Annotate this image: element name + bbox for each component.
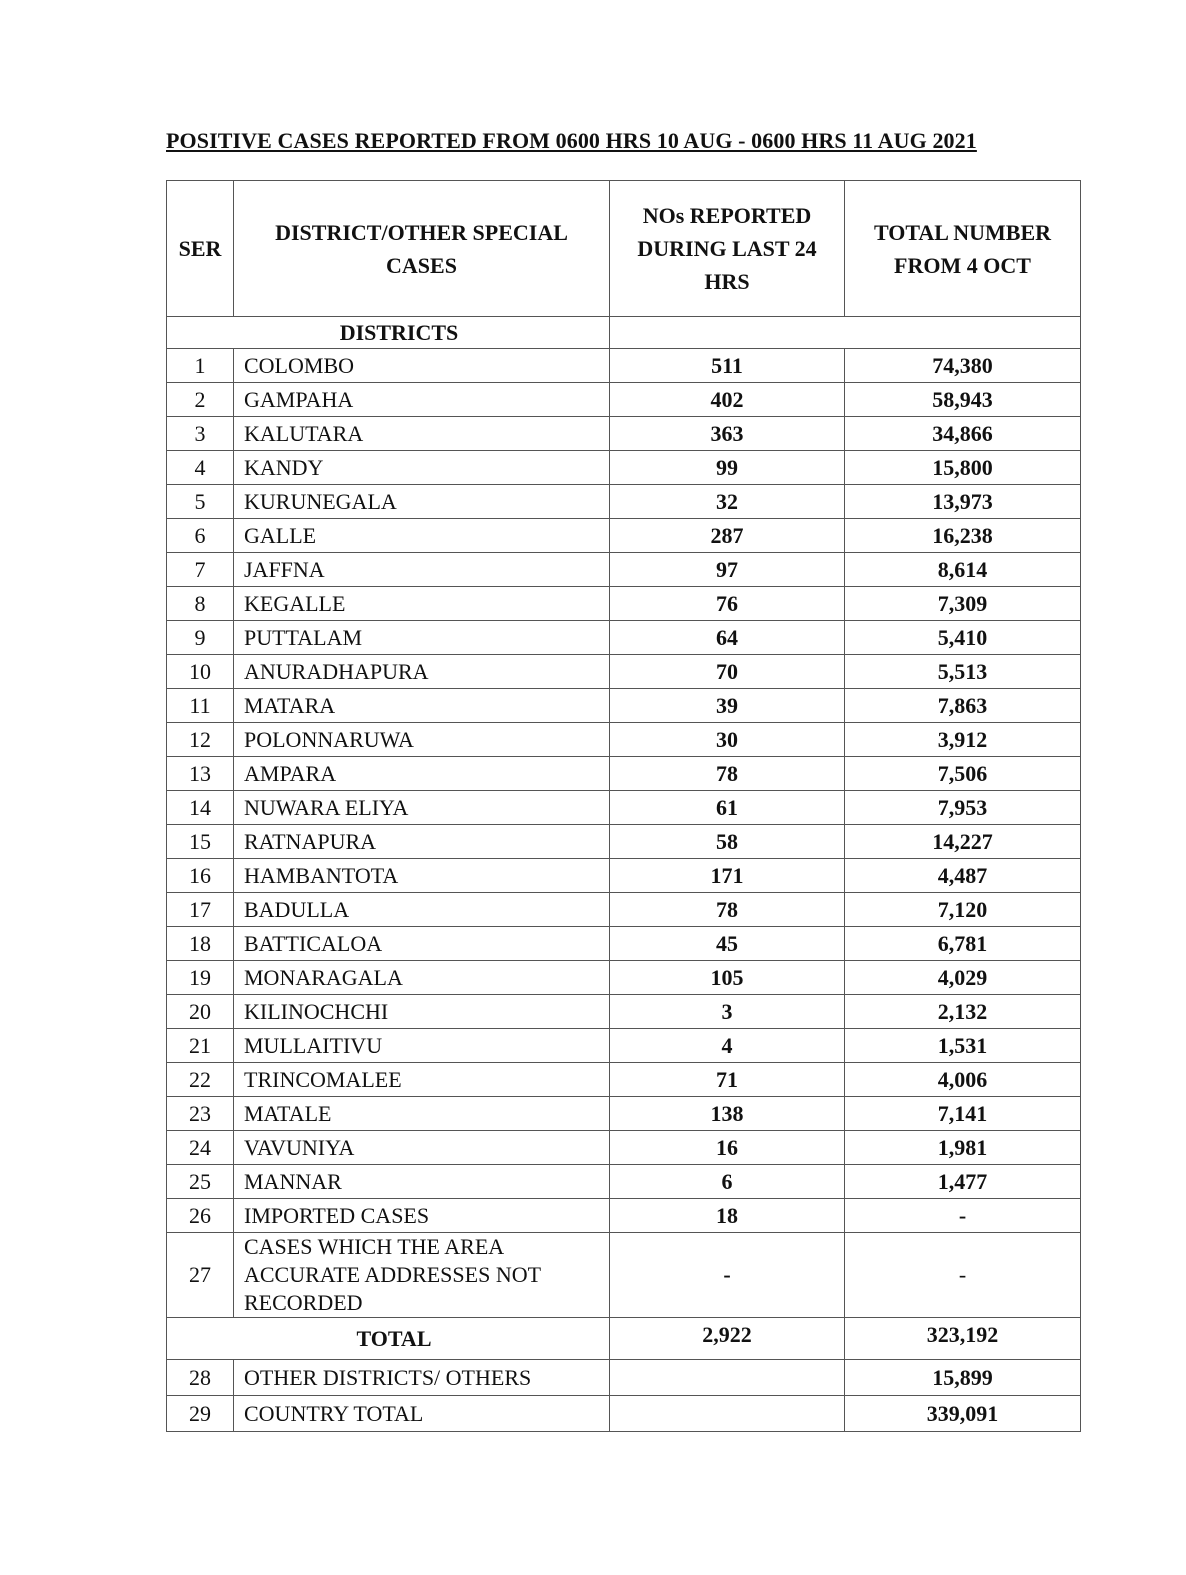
row-district-name: MANNAR	[234, 1165, 610, 1199]
table-row	[167, 485, 1081, 519]
row-district-name: RATNAPURA	[234, 825, 610, 859]
table-row	[167, 859, 1081, 893]
row-last24-count: 511	[610, 349, 845, 383]
table-row	[167, 383, 1081, 417]
table-row	[167, 621, 1081, 655]
row-district-name: KALUTARA	[234, 417, 610, 451]
row-last24-count: 78	[610, 893, 845, 927]
row-district-name: JAFFNA	[234, 553, 610, 587]
row-district-name: MATALE	[234, 1097, 610, 1131]
row-district-name: TRINCOMALEE	[234, 1063, 610, 1097]
row-last24-count: 78	[610, 757, 845, 791]
row-last24-count: 45	[610, 927, 845, 961]
table-row	[167, 519, 1081, 553]
table-row	[167, 927, 1081, 961]
col-header-total	[845, 181, 1081, 317]
cases-table	[166, 180, 1081, 1432]
table-row	[167, 587, 1081, 621]
col-header-last24-label: NOs REPORTED DURING LAST 24 HRS	[637, 203, 817, 294]
row-district-name: KANDY	[234, 451, 610, 485]
row-last24-count: 18	[610, 1199, 845, 1233]
row-last24-count	[610, 1360, 845, 1396]
table-row	[167, 1063, 1081, 1097]
row-last24-count: 30	[610, 723, 845, 757]
table-row	[167, 1131, 1081, 1165]
table-row	[167, 451, 1081, 485]
row-ser: 21	[167, 1029, 234, 1063]
row-district-name: CASES WHICH THE AREA ACCURATE ADDRESSES NOT RECORDED	[234, 1233, 610, 1318]
row-total-count: 15,899	[845, 1360, 1081, 1396]
row-last24-count: 287	[610, 519, 845, 553]
table-row	[167, 1029, 1081, 1063]
row-district-name: AMPARA	[234, 757, 610, 791]
table-body	[167, 317, 1081, 1432]
row-last24-count: 105	[610, 961, 845, 995]
row-ser: 12	[167, 723, 234, 757]
row-total-count: 7,309	[845, 587, 1081, 621]
table-row	[167, 1360, 1081, 1396]
row-ser: 8	[167, 587, 234, 621]
row-district-name: OTHER DISTRICTS/ OTHERS	[234, 1360, 610, 1396]
row-last24-count: 6	[610, 1165, 845, 1199]
row-district-name: BATTICALOA	[234, 927, 610, 961]
row-ser: 23	[167, 1097, 234, 1131]
row-district-name: GALLE	[234, 519, 610, 553]
row-district-name: ANURADHAPURA	[234, 655, 610, 689]
row-district-name: PUTTALAM	[234, 621, 610, 655]
row-district-name: BADULLA	[234, 893, 610, 927]
row-last24-count: -	[610, 1233, 845, 1318]
row-last24-count: 3	[610, 995, 845, 1029]
row-last24-count: 61	[610, 791, 845, 825]
row-last24-count: 58	[610, 825, 845, 859]
row-district-name: HAMBANTOTA	[234, 859, 610, 893]
row-ser: 16	[167, 859, 234, 893]
row-ser: 28	[167, 1360, 234, 1396]
table-row	[167, 349, 1081, 383]
row-total-count: 1,531	[845, 1029, 1081, 1063]
row-district-name: MULLAITIVU	[234, 1029, 610, 1063]
row-district-name: MATARA	[234, 689, 610, 723]
row-ser: 5	[167, 485, 234, 519]
row-ser: 9	[167, 621, 234, 655]
row-district-name: COLOMBO	[234, 349, 610, 383]
row-ser: 19	[167, 961, 234, 995]
table-row	[167, 723, 1081, 757]
table-row	[167, 655, 1081, 689]
row-total-count: 1,981	[845, 1131, 1081, 1165]
section-empty-cell	[610, 317, 1081, 349]
row-last24-count: 363	[610, 417, 845, 451]
section-row-districts	[167, 317, 1081, 349]
row-total-count: 7,506	[845, 757, 1081, 791]
row-last24-count: 64	[610, 621, 845, 655]
table-row	[167, 893, 1081, 927]
table-row	[167, 553, 1081, 587]
table-row	[167, 995, 1081, 1029]
row-last24-count: 171	[610, 859, 845, 893]
table-row	[167, 1165, 1081, 1199]
row-district-name: MONARAGALA	[234, 961, 610, 995]
row-ser: 26	[167, 1199, 234, 1233]
row-total-count: 14,227	[845, 825, 1081, 859]
row-last24-count: 76	[610, 587, 845, 621]
row-last24-count: 4	[610, 1029, 845, 1063]
row-ser: 13	[167, 757, 234, 791]
row-total-count: 339,091	[845, 1396, 1081, 1432]
row-ser: 29	[167, 1396, 234, 1432]
col-header-total-label: TOTAL NUMBER FROM 4 OCT	[873, 219, 1052, 278]
row-ser: 4	[167, 451, 234, 485]
row-last24-count: 97	[610, 553, 845, 587]
row-total-count: 6,781	[845, 927, 1081, 961]
row-last24-count: 402	[610, 383, 845, 417]
row-total-count: -	[845, 1233, 1081, 1318]
row-total-count: 3,912	[845, 723, 1081, 757]
total-label: TOTAL	[167, 1318, 610, 1360]
row-ser: 27	[167, 1233, 234, 1318]
row-total-count: 2,132	[845, 995, 1081, 1029]
row-district-name: COUNTRY TOTAL	[234, 1396, 610, 1432]
row-total-count: 34,866	[845, 417, 1081, 451]
row-district-name: IMPORTED CASES	[234, 1199, 610, 1233]
col-header-last24	[610, 181, 845, 317]
row-last24-count: 16	[610, 1131, 845, 1165]
col-header-district	[234, 181, 610, 317]
row-ser: 2	[167, 383, 234, 417]
report-title: POSITIVE CASES REPORTED FROM 0600 HRS 10 AUG - 0600 HRS 11 AUG 2021	[166, 128, 977, 153]
row-district-name: VAVUNIYA	[234, 1131, 610, 1165]
row-total-count: 7,953	[845, 791, 1081, 825]
row-total-count: 1,477	[845, 1165, 1081, 1199]
row-district-name: POLONNARUWA	[234, 723, 610, 757]
total-total-count: 323,192	[845, 1318, 1081, 1360]
table-row	[167, 689, 1081, 723]
row-total-count: 7,863	[845, 689, 1081, 723]
row-last24-count: 99	[610, 451, 845, 485]
row-ser: 15	[167, 825, 234, 859]
row-district-name: KURUNEGALA	[234, 485, 610, 519]
table-row-unrecorded	[167, 1233, 1081, 1318]
row-last24-count: 71	[610, 1063, 845, 1097]
row-total-count: 4,029	[845, 961, 1081, 995]
row-ser: 18	[167, 927, 234, 961]
row-last24-count: 32	[610, 485, 845, 519]
row-total-count: 4,487	[845, 859, 1081, 893]
row-total-count: 7,141	[845, 1097, 1081, 1131]
row-last24-count	[610, 1396, 845, 1432]
row-total-count: 16,238	[845, 519, 1081, 553]
row-ser: 3	[167, 417, 234, 451]
table-row	[167, 791, 1081, 825]
table-row	[167, 1199, 1081, 1233]
row-total-count: 13,973	[845, 485, 1081, 519]
col-header-ser: SER	[167, 181, 234, 317]
row-district-name: NUWARA ELIYA	[234, 791, 610, 825]
section-label: DISTRICTS	[167, 317, 610, 349]
row-total-count: 5,410	[845, 621, 1081, 655]
row-ser: 17	[167, 893, 234, 927]
row-ser: 1	[167, 349, 234, 383]
table-row	[167, 417, 1081, 451]
row-ser: 22	[167, 1063, 234, 1097]
row-last24-count: 138	[610, 1097, 845, 1131]
total-last24-count: 2,922	[610, 1318, 845, 1360]
row-total-count: 74,380	[845, 349, 1081, 383]
table-row	[167, 961, 1081, 995]
row-last24-count: 70	[610, 655, 845, 689]
row-last24-count: 39	[610, 689, 845, 723]
row-ser: 20	[167, 995, 234, 1029]
row-ser: 11	[167, 689, 234, 723]
total-row	[167, 1318, 1081, 1360]
row-ser: 6	[167, 519, 234, 553]
row-total-count: 7,120	[845, 893, 1081, 927]
row-ser: 25	[167, 1165, 234, 1199]
row-ser: 14	[167, 791, 234, 825]
row-total-count: 58,943	[845, 383, 1081, 417]
row-ser: 24	[167, 1131, 234, 1165]
col-header-district-label: DISTRICT/OTHER SPECIAL CASES	[275, 219, 568, 278]
table-row	[167, 1097, 1081, 1131]
header-row	[167, 181, 1081, 317]
row-total-count: -	[845, 1199, 1081, 1233]
row-total-count: 4,006	[845, 1063, 1081, 1097]
row-district-name: KILINOCHCHI	[234, 995, 610, 1029]
table-row	[167, 1396, 1081, 1432]
row-ser: 10	[167, 655, 234, 689]
row-total-count: 8,614	[845, 553, 1081, 587]
table-row	[167, 825, 1081, 859]
row-total-count: 5,513	[845, 655, 1081, 689]
row-total-count: 15,800	[845, 451, 1081, 485]
row-district-name: KEGALLE	[234, 587, 610, 621]
table-row	[167, 757, 1081, 791]
row-ser: 7	[167, 553, 234, 587]
row-district-name: GAMPAHA	[234, 383, 610, 417]
